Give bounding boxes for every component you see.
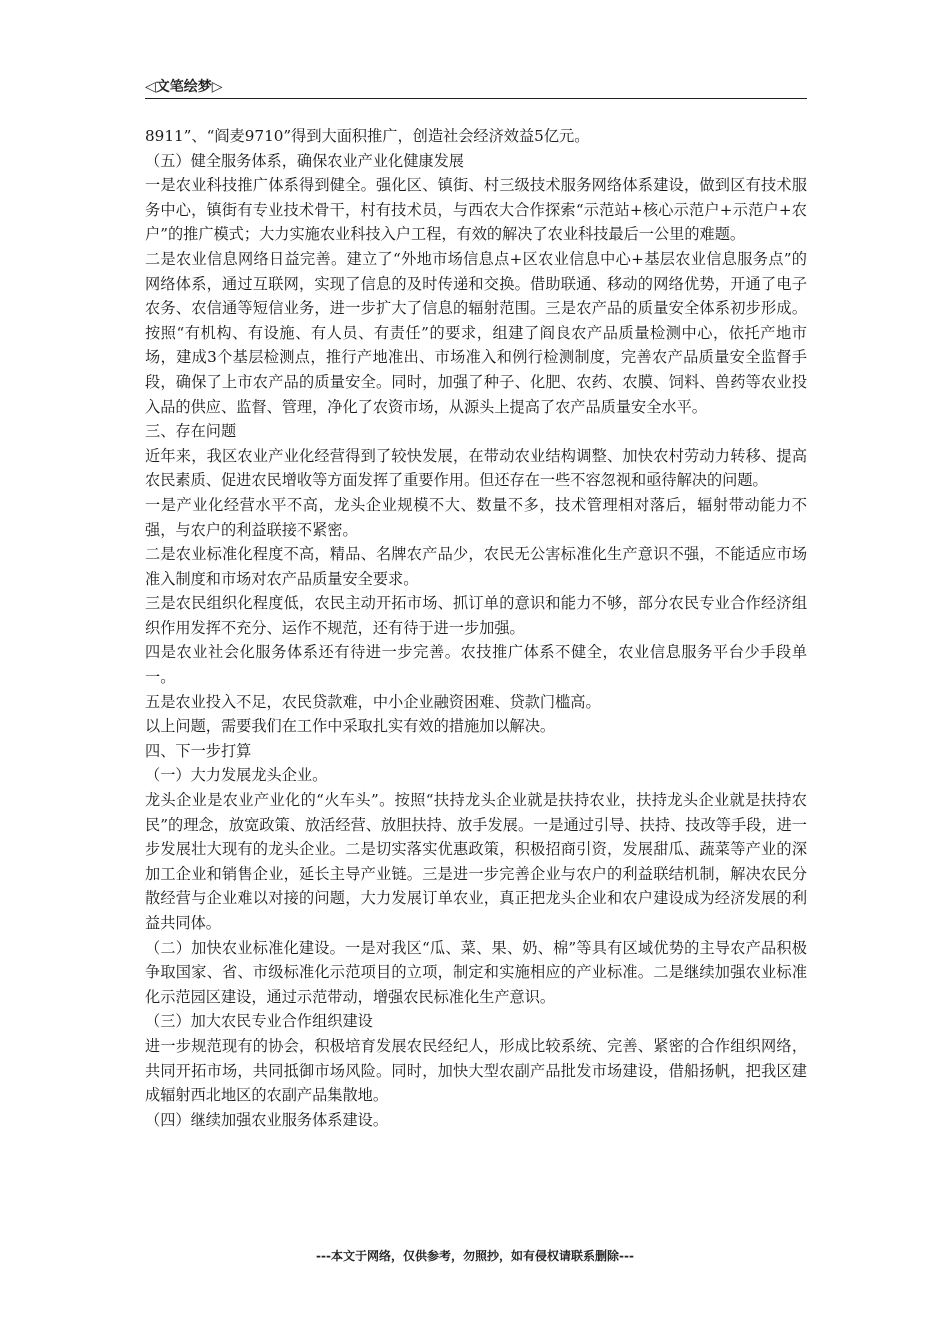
section-heading: （四）继续加强农业服务体系建设。: [145, 1110, 388, 1129]
paragraph: 二是农业信息网络日益完善。建立了“外地市场信息点+区农业信息中心+基层农业信息服务点”的网络体系，通过互联网，实现了信息的及时传递和交换。借助联通、移动的网络优势，开通了电子农务、农信通等短信业务，进一步扩大了信息的辐射范围。三是农产品的质量安全体系初步形成。按照“有机构、有设施、有人员、有责任”的要求，组建了阎良农产品质量检测中心，依托产地市场，建成3个基层检测点，推行产地准出、市场准入和例行检测制度，完善农产品质量安全监督手段，确保了上市农产品的质量安全。同时，加强了种子、化肥、农药、农膜、饲料、兽药等农业投入品的供应、监督、管理，净化了农资市场，从源头上提高了农产品质量安全水平。: [145, 249, 807, 416]
section-heading: （五）健全服务体系，确保农业产业化健康发展: [145, 151, 464, 170]
section-heading: （一）大力发展龙头企业。: [145, 766, 328, 785]
header-title: ◁文笔绘梦▷: [145, 79, 223, 95]
paragraph: 近年来，我区农业产业化经营得到了较快发展，在带动农业结构调整、加快农村劳动力转移、提高农民素质、促进农民增收等方面发挥了重要作用。但还存在一些不容忽视和亟待解决的问题。: [145, 446, 807, 490]
section-heading: 四、下一步打算: [145, 741, 252, 760]
paragraph: 五是农业投入不足，农民贷款难，中小企业融资困难、贷款门槛高。: [145, 692, 601, 711]
section-heading: 三、存在问题: [145, 422, 237, 441]
paragraph: 一是农业科技推广体系得到健全。强化区、镇街、村三级技术服务网络体系建设，做到区有技术服务中心，镇街有专业技术骨干，村有技术员，与西农大合作探索“示范站+核心示范户+示范户+农户”的推广模式；大力实施农业科技入户工程，有效的解决了农业科技最后一公里的难题。: [145, 176, 807, 244]
paragraph: 三是农民组织化程度低，农民主动开拓市场、抓订单的意识和能力不够，部分农民专业合作经济组织作用发挥不充分、运作不规范，还有待于进一步加强。: [145, 594, 807, 637]
page-footer: ---本文于网络，仅供参考，勿照抄，如有侵权请联系删除---: [316, 1249, 634, 1263]
paragraph: 进一步规范现有的协会，积极培育发展农民经纪人，形成比较系统、完善、紧密的合作组织网络，共同开拓市场，共同抵御市场风险。同时，加快大型农副产品批发市场建设，借船扬帆，把我区建成辐射西北地区的农副产品集散地。: [145, 1036, 807, 1105]
paragraph: 二是农业标准化程度不高，精品、名牌农产品少，农民无公害标准化生产意识不强，不能适应市场准入制度和市场对农产品质量安全要求。: [145, 545, 807, 588]
paragraph: 8911”、“阎麦9710”得到大面积推广，创造社会经济效益5亿元。: [145, 127, 590, 145]
paragraph: 四是农业社会化服务体系还有待进一步完善。农技推广体系不健全，农业信息服务平台少手段单一。: [145, 643, 807, 687]
page-header: [145, 74, 807, 99]
paragraph: 龙头企业是农业产业化的“火车头”。按照“扶持龙头企业就是扶持农业，扶持龙头企业就是扶持农民”的理念，放宽政策、放活经营、放胆扶持、放手发展。一是通过引导、扶持、技改等手段，进一步发展壮大现有的龙头企业。二是切实落实优惠政策，积极招商引资，发展甜瓜、蔬菜等产业的深加工企业和销售企业，延长主导产业链。三是进一步完善企业与农户的利益联结机制，解决农民分散经营与企业难以对接的问题，大力发展订单农业，真正把龙头企业和农户建设成为经济发展的利益共同体。: [145, 791, 807, 932]
paragraph: （二）加快农业标准化建设。一是对我区“瓜、菜、果、奶、棉”等具有区域优势的主导农产品积极争取国家、省、市级标准化示范项目的立项，制定和实施相应的产业标准。二是继续加强农业标准化示范园区建设，通过示范带动，增强农民标准化生产意识。: [145, 938, 807, 1006]
paragraph: 以上问题，需要我们在工作中采取扎实有效的措施加以解决。: [145, 717, 556, 736]
document-body: [145, 124, 807, 1132]
section-heading: （三）加大农民专业合作组织建设: [145, 1012, 373, 1031]
paragraph: 一是产业化经营水平不高，龙头企业规模不大、数量不多，技术管理相对落后，辐射带动能力不强，与农户的利益联接不紧密。: [145, 495, 807, 539]
